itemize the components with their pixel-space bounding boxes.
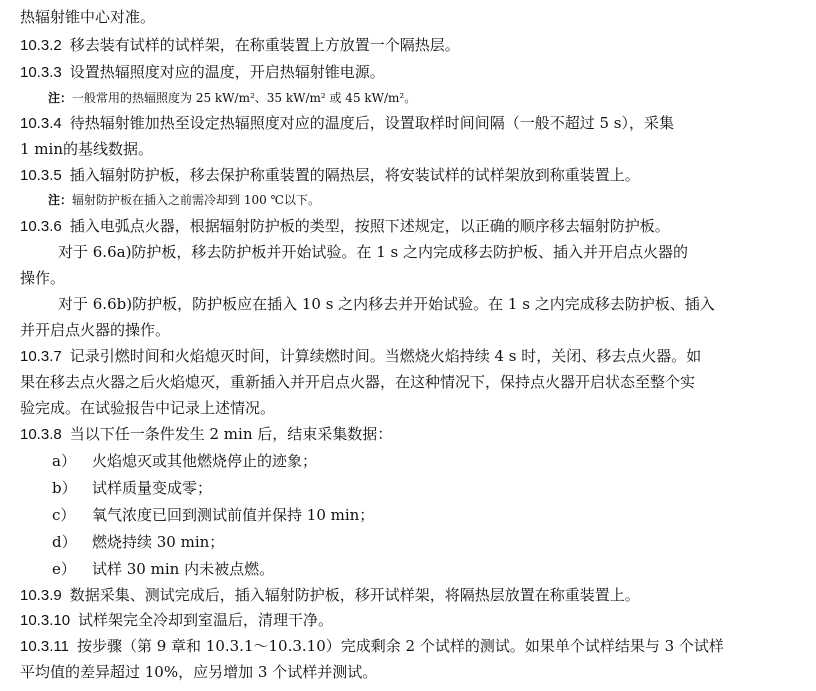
paragraph-text: 对于 6.6b)防护板，防护板应在插入 10 s 之内移去并开始试验。在 1 s 之内完成移去防护板、插入 (58, 295, 715, 313)
clause-number: 10.3.11 (20, 638, 69, 655)
list-item-text: 火焰熄灭或其他燃烧停止的迹象； (92, 452, 318, 470)
clause-text: 移去装有试样的试样架，在称重装置上方放置一个隔热层。 (69, 36, 460, 54)
list-item-marker: c） (52, 506, 76, 524)
note-text: 辐射防护板在插入之前需冷却到 100 ℃以下。 (72, 193, 320, 207)
clause-10-3-9 (20, 583, 796, 607)
clause-number: 10.3.5 (20, 167, 62, 184)
clause-10-3-6 (20, 214, 796, 238)
list-item (52, 557, 796, 581)
clause-text: 插入电弧点火器，根据辐射防护板的类型，按照下述规定，以正确的顺序移去辐射防护板。 (69, 217, 670, 235)
clause-text: 当以下任一条件发生 2 min 后，结束采集数据： (69, 425, 393, 443)
clause-text: 待热辐射锥加热至设定热辐照度对应的温度后，设置取样时间间隔（一般不超过 5 s），采集 (69, 114, 675, 132)
line-text: 并开启点火器的操作。 (20, 321, 171, 339)
line-text: 1 min的基线数据。 (20, 140, 153, 158)
text-line (20, 318, 796, 342)
clause-number: 10.3.6 (20, 218, 62, 235)
clause-number: 10.3.4 (20, 115, 62, 132)
line-text: 热辐射锥中心对准。 (20, 8, 156, 26)
list-item (52, 530, 796, 554)
line-text: 平均值的差异超过 10%，应另增加 3 个试样并测试。 (20, 663, 378, 681)
clause-text: 插入辐射防护板，移去保护称重装置的隔热层，将安装试样的试样架放到称重装置上。 (69, 166, 640, 184)
clause-text: 数据采集、测试完成后，插入辐射防护板，移开试样架，将隔热层放置在称重装置上。 (69, 586, 640, 604)
list-item-marker: a） (52, 452, 76, 470)
clause-10-3-4 (20, 111, 796, 135)
text-line (20, 266, 796, 290)
line-text: 操作。 (20, 269, 66, 287)
clause-10-3-8 (20, 422, 796, 446)
line-text: 验完成。在试验报告中记录上述情况。 (20, 399, 276, 417)
clause-10-3-10 (20, 608, 796, 632)
clause-10-3-11 (20, 634, 796, 658)
note-line (48, 86, 796, 110)
list-item-marker: b） (52, 479, 77, 497)
clause-10-3-2 (20, 33, 796, 57)
note-text: 一般常用的热辐照度为 25 kW/m²、35 kW/m² 或 45 kW/m²。 (72, 91, 417, 105)
clause-text: 记录引燃时间和火焰熄灭时间，计算续燃时间。当燃烧火焰持续 4 s 时，关闭、移去点火器。如 (69, 347, 702, 365)
clause-text: 设置热辐照度对应的温度，开启热辐射锥电源。 (69, 63, 385, 81)
text-line (20, 396, 796, 420)
clause-10-3-7 (20, 344, 796, 368)
note-label: 注： (48, 91, 73, 105)
list-item-text: 试样质量变成零； (92, 479, 213, 497)
paragraph-text: 对于 6.6a)防护板，移去防护板并开始试验。在 1 s 之内完成移去防护板、插入并开启点火器的 (58, 243, 688, 261)
note-line (48, 188, 796, 212)
list-item (52, 449, 796, 473)
text-line (20, 370, 796, 394)
list-item-marker: d） (52, 533, 77, 551)
line-text: 果在移去点火器之后火焰熄灭，重新插入并开启点火器，在这种情况下，保持点火器开启状态至整个实 (20, 373, 696, 391)
clause-number: 10.3.3 (20, 64, 62, 81)
paragraph-line (58, 240, 796, 264)
clause-10-3-5 (20, 163, 796, 187)
note-label: 注： (48, 193, 73, 207)
text-line (20, 660, 796, 684)
clause-text: 按步骤（第 9 章和 10.3.1～10.3.10）完成剩余 2 个试样的测试。如果单个试样结果与 3 个试样 (76, 637, 724, 655)
clause-number: 10.3.7 (20, 348, 62, 365)
list-item-text: 燃烧持续 30 min； (92, 533, 225, 551)
text-line (20, 137, 796, 161)
list-item-text: 氧气浓度已回到测试前值并保持 10 min； (92, 506, 375, 524)
list-item-marker: e） (52, 560, 76, 578)
clause-number: 10.3.8 (20, 426, 62, 443)
paragraph-line (58, 292, 796, 316)
list-item (52, 476, 796, 500)
clause-10-3-3 (20, 60, 796, 84)
clause-number: 10.3.2 (20, 37, 62, 54)
clause-number: 10.3.10 (20, 612, 71, 629)
clause-number: 10.3.9 (20, 587, 62, 604)
list-item (52, 503, 796, 527)
clause-text: 试样架完全冷却到室温后，清理干净。 (78, 611, 334, 629)
list-item-text: 试样 30 min 内未被点燃。 (92, 560, 275, 578)
text-line (20, 5, 796, 29)
